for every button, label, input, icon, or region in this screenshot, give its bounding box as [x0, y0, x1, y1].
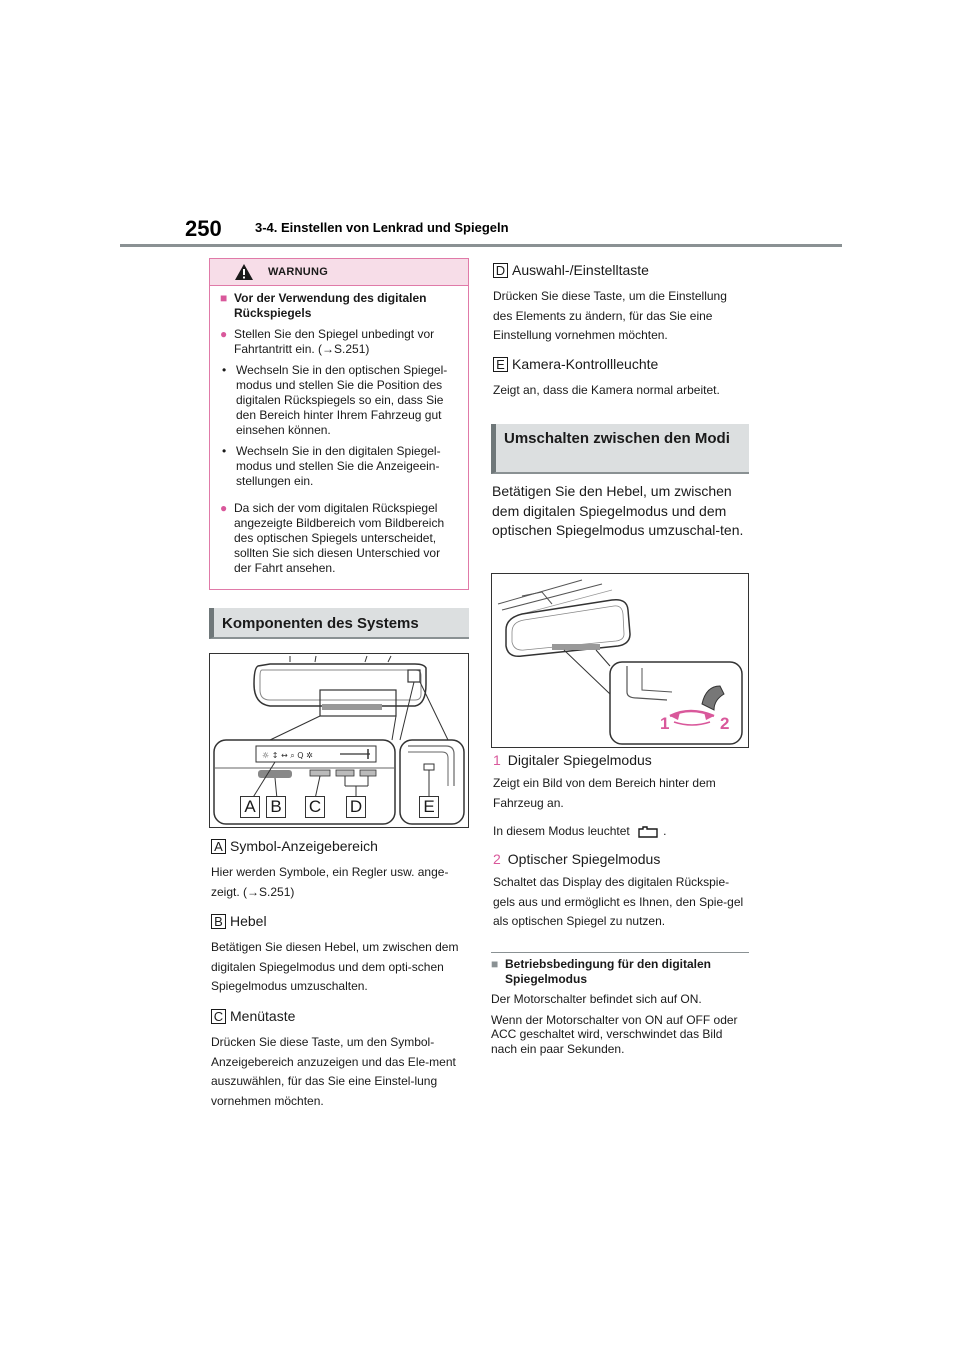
item-E-text: Zeigt an, dass die Kamera normal arbeitet.	[493, 383, 720, 397]
dot-bullet-icon: ●	[220, 501, 228, 515]
letter-box-B: B	[211, 914, 226, 929]
mode-1	[493, 752, 751, 842]
item-A-text: Hier werden Symbole, ein Regler usw. ange-zeigt. (→S.251)	[211, 865, 449, 899]
item-A-title: Symbol-Anzeigebereich	[230, 838, 378, 854]
mode-2-text: Schaltet das Display des digitalen Rückspie-gels aus und ermöglicht es Ihnen, den Spie-gel als optischen Spiegel zu nutzen.	[493, 875, 744, 928]
components-figure	[209, 653, 469, 828]
warning-point-2: Da sich der vom digitalen Rückspiegel angezeigte Bildbereich vom Bildbereich des optischen Spiegels unterscheidet, sollten Sie sich diesen Unterschied vor der Fahrt ansehen.	[234, 501, 445, 575]
letter-box-C: C	[211, 1009, 226, 1024]
item-C-text: Drücken Sie diese Taste, um den Symbol-Anzeigebereich anzuzeigen und das Ele-ment auszuwählen, für das Sie eine Einstel-lung vornehmen möchten.	[211, 1035, 456, 1108]
square-bullet-icon: ■	[491, 957, 499, 971]
square-bullet-icon: ■	[220, 291, 228, 305]
item-E-title: Kamera-Kontrollleuchte	[512, 356, 659, 372]
condition-block	[491, 957, 751, 1056]
mode-1-text2-line	[493, 822, 751, 842]
bullet-icon: •	[222, 363, 227, 377]
components-heading: Komponenten des Systems	[209, 608, 469, 639]
page-number: 250	[185, 216, 222, 241]
warning-sub-2: Wechseln Sie in den digitalen Spiegel-modus und stellen Sie die Anzeigeein-stellungen ein.	[236, 444, 441, 488]
letter-box-D: D	[493, 263, 508, 278]
item-B-text: Betätigen Sie diesen Hebel, um zwischen dem digitalen Spiegelmodus und dem opti-schen Spiegelmodus umzuschalten.	[211, 940, 459, 993]
warning-box	[209, 258, 469, 590]
figure-label-B: B	[266, 796, 286, 818]
condition-p1: Der Motorschalter befindet sich auf ON.	[491, 992, 702, 1006]
mode-2-number: 2	[493, 851, 501, 867]
mode-1-text2-end: .	[663, 824, 667, 838]
mode-1-number: 1	[493, 752, 501, 768]
section-title: 3-4. Einstellen von Lenkrad und Spiegeln	[255, 220, 509, 235]
item-D	[493, 262, 751, 346]
figure-label-1: 1	[660, 714, 670, 733]
mode-1-text2: In diesem Modus leuchtet	[493, 824, 630, 838]
condition-heading: Betriebsbedingung für den digitalen Spiegelmodus	[505, 957, 712, 986]
header-rule	[120, 244, 842, 247]
item-B-title: Hebel	[230, 913, 267, 929]
warning-header	[210, 259, 468, 286]
mode-1-text: Zeigt ein Bild von dem Bereich hinter dem Fahrzeug an.	[493, 776, 716, 810]
warning-sub-1: Wechseln Sie in den optischen Spiegel-modus und stellen Sie die Position des digitalen Rückspiegels so ein, dass Sie den Bereich hinter Ihrem Fahrzeug gut einsehen können.	[236, 363, 448, 437]
warning-heading: Vor der Verwendung des digitalen Rückspiegels	[234, 291, 427, 320]
lever-figure	[491, 573, 749, 748]
figure-label-A: A	[240, 796, 260, 818]
divider	[491, 952, 749, 953]
item-D-title: Auswahl-/Einstelltaste	[512, 262, 649, 278]
item-B	[211, 913, 471, 997]
modes-heading: Umschalten zwischen den Modi	[491, 424, 749, 474]
item-A	[211, 838, 471, 902]
warning-label: WARNUNG	[268, 266, 329, 278]
figure-label-2: 2	[720, 714, 730, 733]
dot-bullet-icon: ●	[220, 327, 228, 341]
item-E	[493, 356, 751, 401]
figure-label-C: C	[305, 796, 325, 818]
svg-text:☼ ↕ ↔ ⌕ Q ✲: ☼ ↕ ↔ ⌕ Q ✲	[262, 751, 313, 760]
mode-2-title: Optischer Spiegelmodus	[507, 851, 661, 867]
letter-box-A: A	[211, 839, 226, 854]
letter-box-E: E	[493, 357, 508, 372]
warning-point-1: Stellen Sie den Spiegel unbedingt vor Fahrtantritt ein. (→S.251)	[234, 327, 435, 356]
mode-1-title: Digitaler Spiegelmodus	[507, 752, 652, 768]
mode-2	[493, 851, 751, 932]
bullet-icon: •	[222, 444, 227, 458]
item-C-title: Menütaste	[230, 1008, 296, 1024]
modes-intro: Betätigen Sie den Hebel, um zwischen dem digitalen Spiegelmodus und dem optischen Spiegelmodus umzuschal-ten.	[492, 483, 744, 538]
warning-icon	[234, 263, 254, 281]
camera-indicator-icon	[635, 825, 661, 839]
lever-diagram	[492, 574, 748, 747]
item-D-text: Drücken Sie diese Taste, um die Einstellung des Elements zu ändern, für das Sie eine Einstellung vornehmen möchten.	[493, 289, 727, 342]
item-C	[211, 1008, 471, 1111]
figure-label-E: E	[419, 796, 439, 818]
figure-label-D: D	[346, 796, 366, 818]
condition-p2: Wenn der Motorschalter von ON auf OFF oder ACC geschaltet wird, verschwindet das Bild nach ein paar Sekunden.	[491, 1012, 738, 1056]
